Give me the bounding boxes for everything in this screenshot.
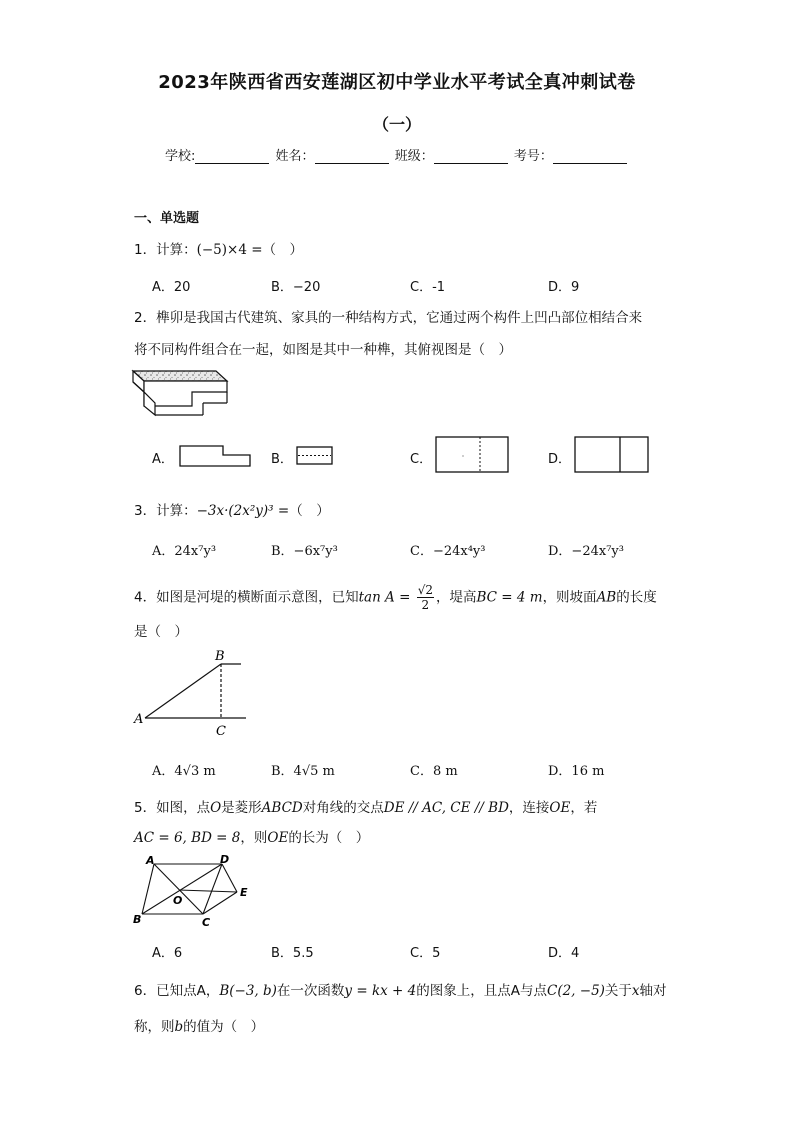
q4-text-line2: 是（ ） bbox=[134, 624, 188, 640]
q6-point-b: B(−3, b) bbox=[219, 983, 277, 999]
q4-text-d: 的长度 bbox=[616, 589, 657, 606]
q4-ab: AB bbox=[596, 589, 617, 606]
q4-option-b[interactable]: B．4√5 m bbox=[271, 764, 335, 779]
q6-text-b: 在一次函数 bbox=[276, 983, 345, 999]
q4-option-a[interactable]: A．4√3 m bbox=[152, 764, 216, 779]
q5-label-o: O bbox=[173, 894, 183, 907]
q2-text-line2: 将不同构件组合在一起，如图是其中一种榫，其俯视图是（ ） bbox=[134, 342, 512, 358]
q1-option-d[interactable]: D．9 bbox=[548, 280, 580, 295]
q4-embankment-figure bbox=[132, 648, 252, 740]
q1-expression: (−5)×4 = bbox=[196, 242, 263, 258]
q3-expression: −3x·(2x²y)³ = bbox=[196, 503, 290, 519]
q6-x: x bbox=[631, 983, 640, 999]
q5-text-a: 5．如图，点 bbox=[134, 800, 211, 816]
q5-given: AC = 6, BD = 8 bbox=[134, 830, 241, 846]
q5-label-d: D bbox=[220, 853, 230, 866]
q1-option-a[interactable]: A．20 bbox=[152, 280, 191, 295]
section-single-choice: 一、单选题 bbox=[134, 211, 200, 226]
page-subtitle: （一） bbox=[372, 115, 421, 134]
q6-text-c: 的图象上，且点A与点 bbox=[416, 983, 547, 999]
exam-no-blank[interactable] bbox=[553, 149, 627, 164]
q4-label-b: B bbox=[215, 649, 225, 664]
q6-text-d: 关于 bbox=[604, 983, 632, 999]
q6-text-a: 6．已知点A， bbox=[134, 983, 220, 999]
school-label: 学校: bbox=[165, 149, 196, 164]
q5-label-b: B bbox=[133, 913, 142, 926]
question-5-line1 bbox=[134, 796, 597, 816]
name-blank[interactable] bbox=[315, 149, 389, 164]
q5-text-g: 的长为（ ） bbox=[288, 830, 370, 846]
q2-option-d-figure[interactable] bbox=[574, 436, 650, 474]
q5-oe: OE bbox=[549, 800, 571, 816]
q4-option-c[interactable]: C．8 m bbox=[410, 764, 458, 779]
q1-option-c[interactable]: C．-1 bbox=[410, 280, 446, 295]
q5-option-a[interactable]: A．6 bbox=[152, 946, 183, 961]
question-6-line1 bbox=[134, 979, 667, 999]
class-blank[interactable] bbox=[434, 149, 508, 164]
q1-blank: （ ） bbox=[262, 242, 304, 258]
q4-option-d[interactable]: D．16 m bbox=[548, 764, 605, 779]
q5-label-e: E bbox=[240, 886, 248, 899]
q5-condition: DE // AC, CE // BD bbox=[383, 800, 509, 816]
question-6-line2 bbox=[134, 1015, 264, 1035]
q4-text-a: 4．如图是河堤的横断面示意图，已知 bbox=[134, 589, 359, 606]
q3-option-c[interactable]: C．−24x⁴y³ bbox=[410, 544, 486, 559]
q4-text-b: ，堤高 bbox=[435, 589, 477, 606]
q4-frac-num: √2 bbox=[417, 583, 433, 597]
q5-text-f: ，则 bbox=[240, 830, 268, 846]
school-blank[interactable] bbox=[195, 149, 269, 164]
name-label: 姓名： bbox=[275, 149, 315, 164]
q5-rhombus-figure bbox=[132, 852, 262, 929]
q3-option-b[interactable]: B．−6x⁷y³ bbox=[271, 544, 338, 559]
student-info-row bbox=[165, 145, 629, 164]
question-5-line2 bbox=[134, 826, 369, 846]
class-label: 班级： bbox=[394, 149, 434, 164]
q5-option-d[interactable]: D．4 bbox=[548, 946, 580, 961]
q5-abcd: ABCD bbox=[261, 800, 303, 816]
q3-option-d[interactable]: D．−24x⁷y³ bbox=[548, 544, 624, 559]
q4-text-c: ，则坡面 bbox=[542, 589, 597, 606]
q6-point-c: C(2, −5) bbox=[546, 983, 605, 999]
q3-option-a[interactable]: A．24x⁷y³ bbox=[152, 544, 217, 559]
q5-label-c: C bbox=[202, 916, 211, 929]
q4-frac-den: 2 bbox=[421, 598, 430, 612]
q2-option-a-label[interactable]: A． bbox=[152, 452, 174, 467]
q5-option-c[interactable]: C．5 bbox=[410, 946, 441, 961]
q6-text-e: 轴对 bbox=[639, 983, 667, 999]
question-3 bbox=[134, 499, 330, 519]
q2-option-a-figure[interactable] bbox=[179, 445, 251, 467]
q2-tenon-figure bbox=[132, 368, 232, 416]
q5-text-d: ，连接 bbox=[508, 800, 550, 816]
q6-text-f: 称，则 bbox=[134, 1019, 175, 1035]
q4-tan-expr: tan A = bbox=[358, 589, 411, 606]
q4-label-c: C bbox=[216, 724, 226, 739]
q4-label-a: A bbox=[134, 712, 144, 727]
q6-b-var: b bbox=[174, 1019, 184, 1035]
q4-bc: BC = 4 m bbox=[476, 589, 543, 606]
q6-function: y = kx + 4 bbox=[344, 983, 417, 999]
q2-option-b-label[interactable]: B． bbox=[271, 452, 293, 467]
q1-number: 1．计算： bbox=[134, 242, 197, 258]
question-4-line1 bbox=[134, 583, 657, 612]
q2-option-c-label[interactable]: C． bbox=[410, 452, 433, 467]
q5-oe-2: OE bbox=[267, 830, 289, 846]
q2-option-b-figure[interactable] bbox=[296, 446, 334, 466]
question-1 bbox=[134, 238, 303, 258]
q1-option-b[interactable]: B．−20 bbox=[271, 280, 321, 295]
q4-fraction bbox=[417, 583, 434, 612]
q5-text-e: ，若 bbox=[570, 800, 598, 816]
page-title: 2023年陕西省西安莲湖区初中学业水平考试全真冲刺试卷 bbox=[158, 72, 636, 93]
q2-option-c-figure[interactable] bbox=[435, 436, 510, 474]
exam-no-label: 考号： bbox=[513, 149, 553, 164]
q2-text-line1: 2．榫卯是我国古代建筑、家具的一种结构方式，它通过两个构件上凹凸部位相结合来 bbox=[134, 310, 643, 326]
q3-blank: （ ） bbox=[289, 503, 330, 519]
q5-text-b: 是菱形 bbox=[221, 800, 262, 816]
q5-option-b[interactable]: B．5.5 bbox=[271, 946, 314, 961]
q2-option-d-label[interactable]: D． bbox=[548, 452, 572, 467]
q5-o: O bbox=[210, 800, 222, 816]
q3-number: 3．计算： bbox=[134, 503, 197, 519]
q5-text-c: 对角线的交点 bbox=[302, 800, 384, 816]
q5-label-a: A bbox=[146, 854, 155, 867]
q6-text-g: 的值为（ ） bbox=[183, 1019, 265, 1035]
